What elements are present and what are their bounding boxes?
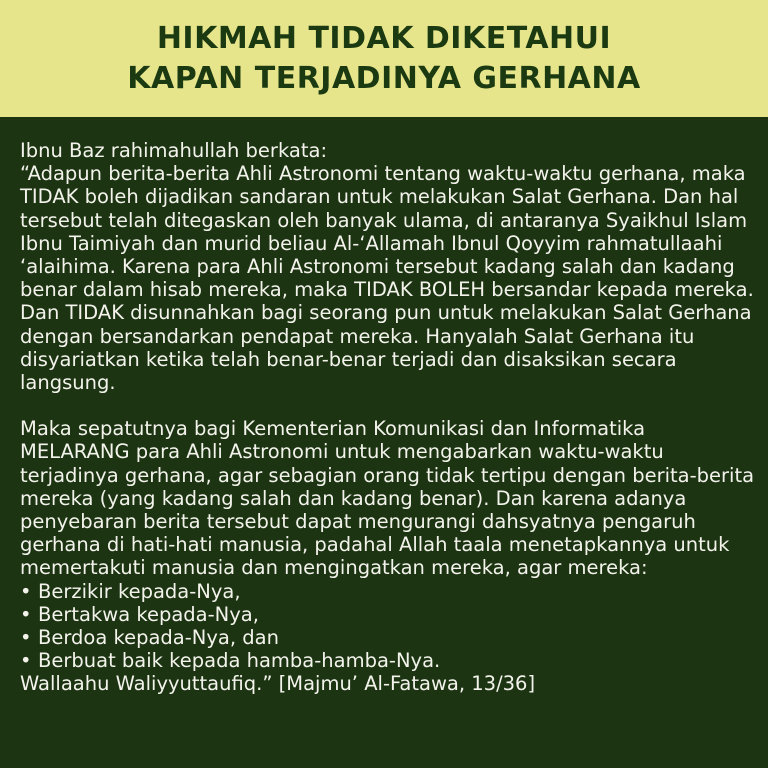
bullet-text: Berzikir kepada-Nya, — [38, 579, 241, 603]
closing-citation: Wallaahu Waliyyuttaufiq.” [Majmu’ Al-Fatawa, 13/36] — [20, 672, 536, 696]
title-banner — [0, 0, 768, 117]
bullet-item — [20, 626, 760, 649]
bullet-item — [20, 580, 760, 603]
bullet-icon: • — [20, 602, 32, 626]
bullet-icon: • — [20, 579, 32, 603]
quote-body — [20, 139, 760, 696]
intro-line: Ibnu Baz rahimahullah berkata: — [20, 139, 328, 162]
bullet-icon: • — [20, 649, 32, 673]
bullet-list — [20, 580, 760, 673]
bullet-item — [20, 603, 760, 626]
bullet-icon: • — [20, 626, 32, 650]
quote-paragraph: “Adapun berita-berita Ahli Astronomi tentang waktu-waktu gerhana, maka TIDAK boleh dijadikan sandaran untuk melakukan Salat Gerhana. Dan hal tersebut telah ditegaskan oleh banyak ulama, di antaranya Syaikhul Islam Ibnu Taimiyah dan murid beliau Al-‘Allamah Ibnul Qoyyim rahmatullaahi ‘alaihima. Karena para Ahli Astronomi tersebut kadang salah dan kadang benar dalam hisab mereka, maka TIDAK BOLEH bersandar kepada mereka. Dan TIDAK disunnahkan bagi seorang pun untuk melakukan Salat Gerhana dengan bersandarkan pendapat mereka. Hanyalah Salat Gerhana itu disyariatkan ketika telah benar-benar terjadi dan disaksikan secara langsung. — [20, 162, 754, 395]
bullet-text: Berdoa kepada-Nya, dan — [38, 626, 279, 650]
bullet-text: Berbuat baik kepada hamba-hamba-Nya. — [38, 649, 441, 673]
paragraph-spacer — [20, 394, 760, 417]
bullet-item — [20, 649, 760, 672]
bullet-text: Bertakwa kepada-Nya, — [38, 602, 259, 626]
title-line-1: HIKMAH TIDAK DIKETAHUI — [156, 20, 612, 56]
second-paragraph: Maka sepatutnya bagi Kementerian Komunikasi dan Informatika MELARANG para Ahli Astronomi untuk mengabarkan waktu-waktu terjadinya gerhana, agar sebagian orang tidak tertipu dengan berita-berita mereka (yang kadang salah dan kadang benar). Dan karena adanya penyebaran berita tersebut dapat mengurangi dahsyatnya pengaruh gerhana di hati-hati manusia, padahal Allah taala menetapkannya untuk memertakuti manusia dan mengingatkan mereka, agar mereka: — [20, 417, 755, 580]
title-line-2: KAPAN TERJADINYA GERHANA — [127, 60, 641, 96]
